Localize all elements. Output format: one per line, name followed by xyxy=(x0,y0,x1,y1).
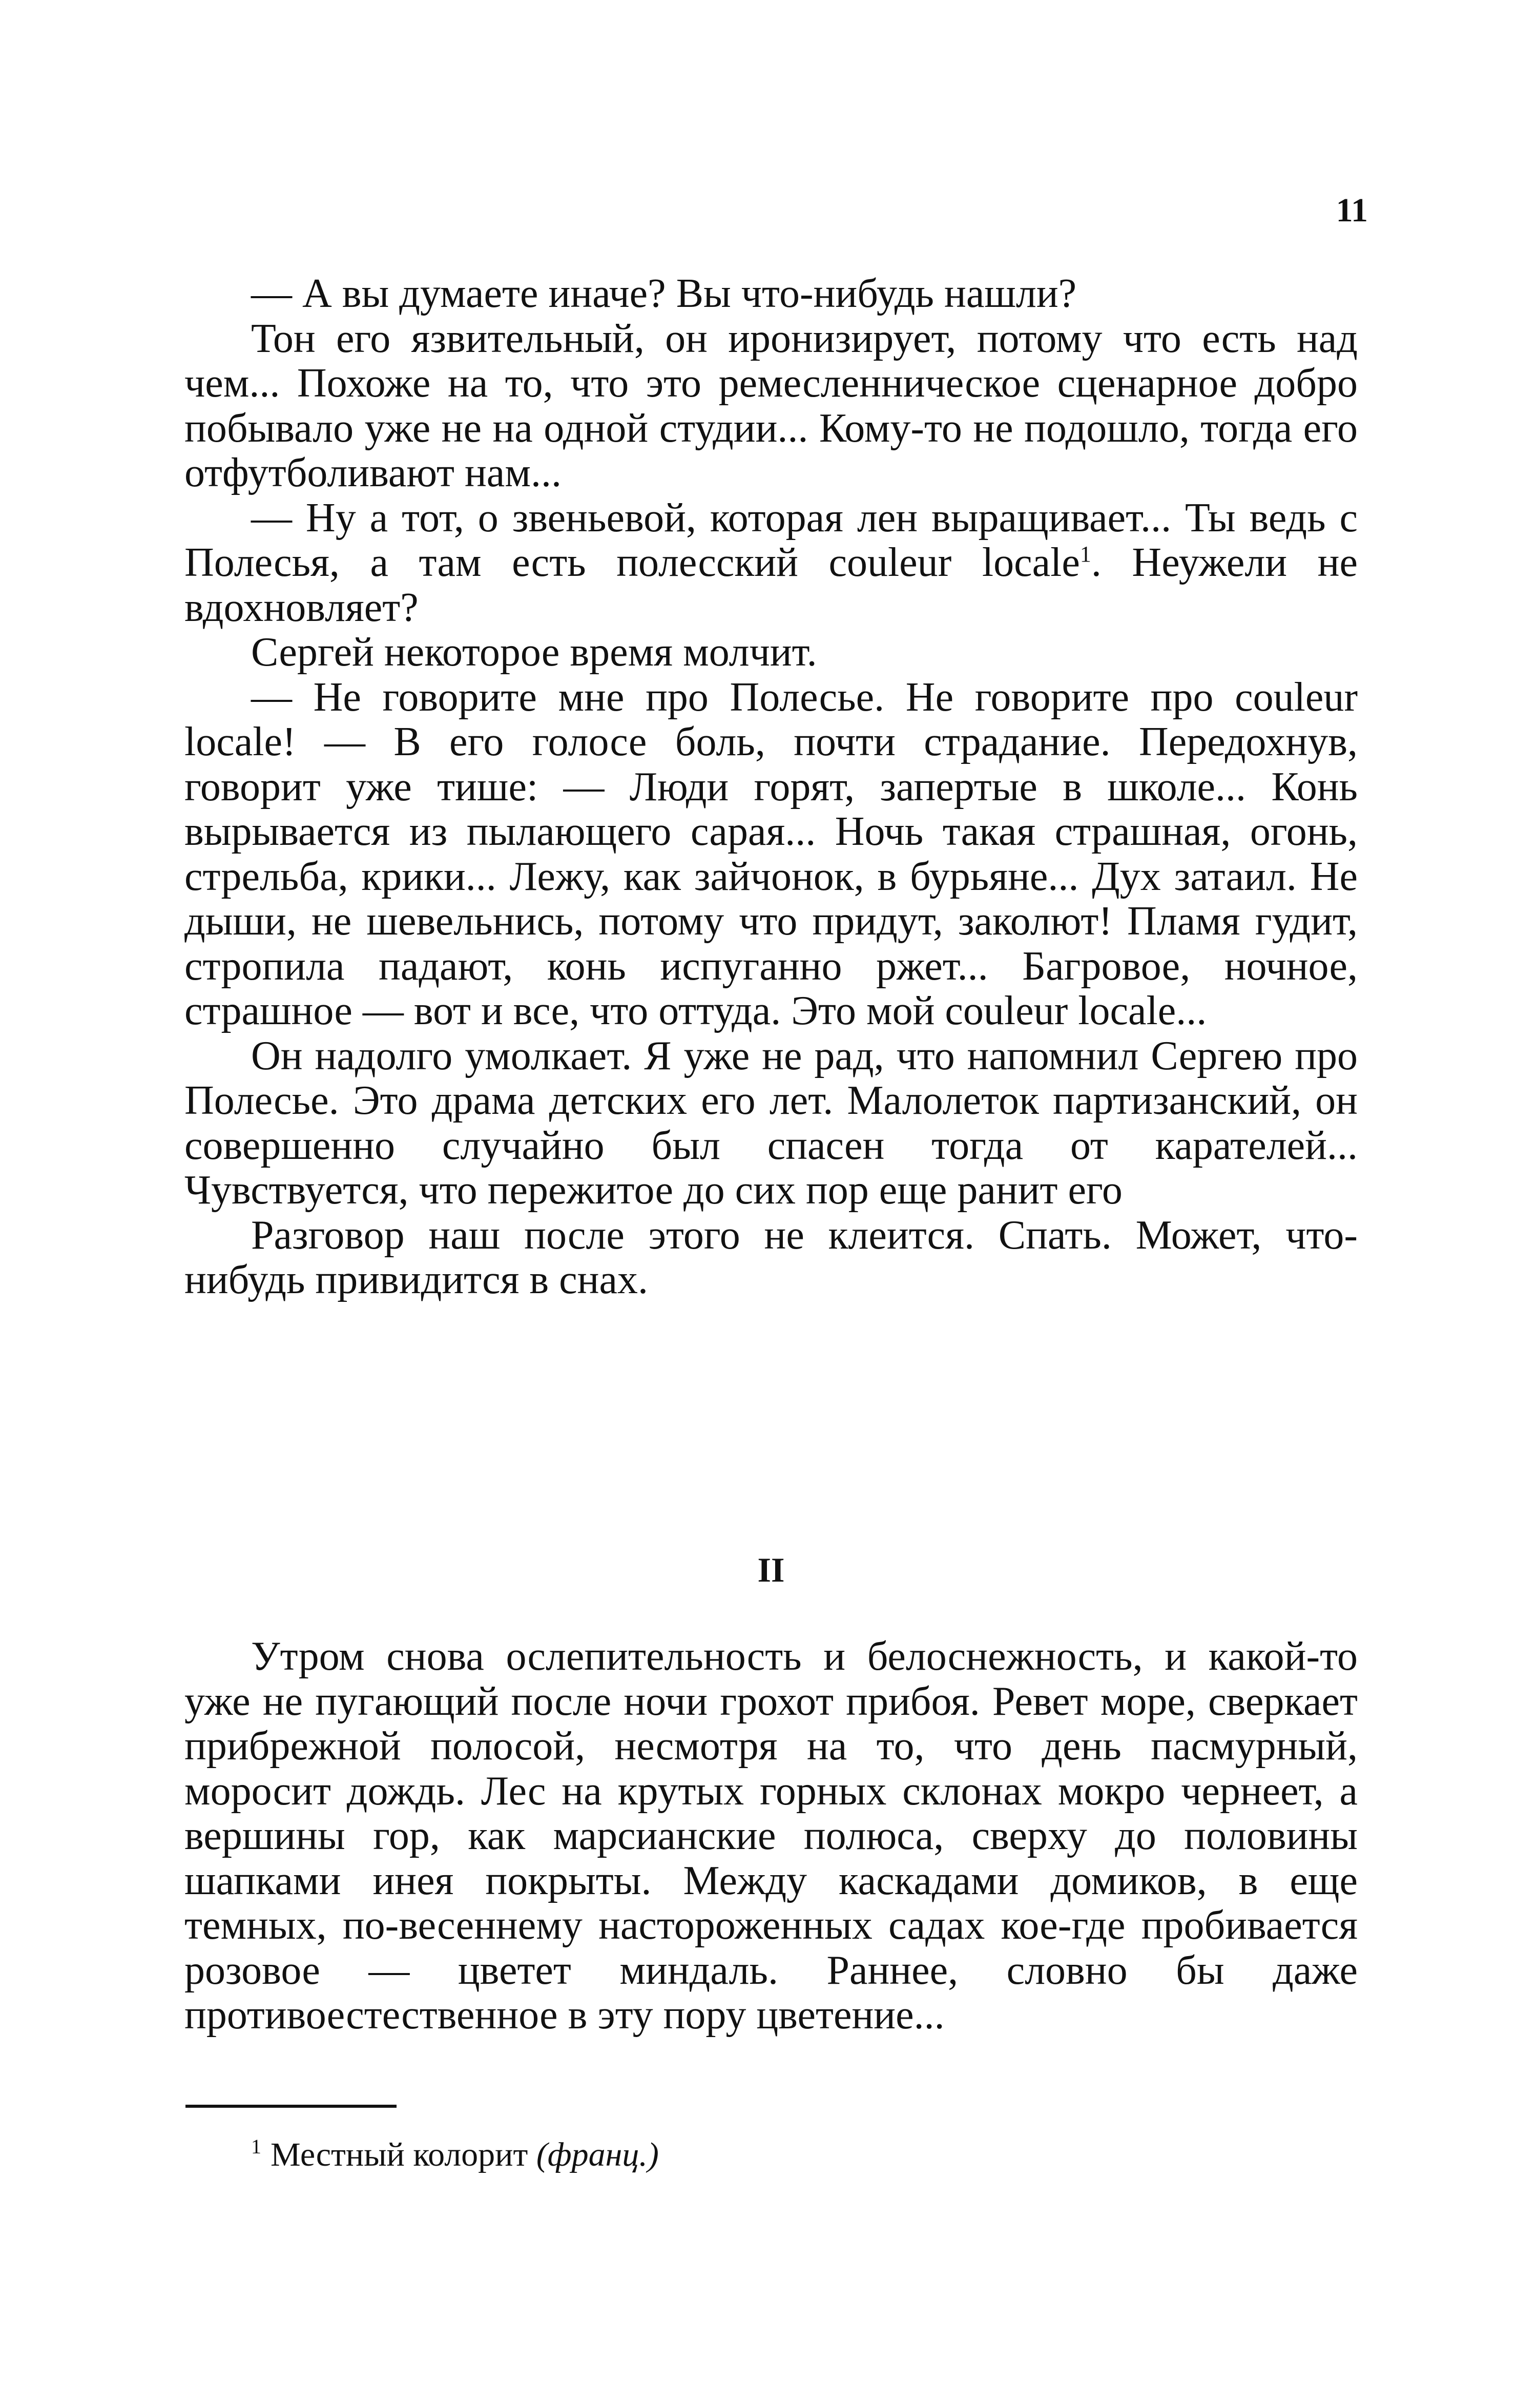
footnote-text: Местный колорит xyxy=(271,2136,528,2173)
footnote-reference-punctuation: . xyxy=(1091,540,1102,585)
footnote xyxy=(251,2126,1327,2175)
text-block-after-section xyxy=(184,1634,1358,2038)
paragraph: Он надолго умолкает. Я уже не рад, что напомнил Сергею про Полесье. Это драма детских его лет. Малолеток партизанский, он совершенно случайно был спасен тогда от карателей... Чувствуется, что пережитое до сих пор еще ранит его xyxy=(184,1033,1358,1213)
footnote-marker: 1 xyxy=(251,2135,261,2158)
paragraph-text: — Ну а тот, о звеньевой, которая лен выращивает... Ты ведь с Полесья, а там есть полесский couleur locale xyxy=(184,495,1358,585)
footnote-language-note: (франц.) xyxy=(536,2136,659,2173)
paragraph xyxy=(184,496,1358,631)
footnote-reference: 1 xyxy=(1079,542,1091,567)
paragraph: — Не говорите мне про Полесье. Не говорите про couleur locale! — В его голосе боль, почти страдание. Передохнув, говорит уже тише: — Люди горят, запертые в школе... Конь вырывается из пылающего сарая... Ночь такая страшная, огонь, стрельба, крики... Лежу, как зайчонок, в бурьяне... Дух затаил. Не дыши, не шевельнись, потому что придут, заколют! Пламя гудит, стропила падают, конь испуганно ржет... Багровое, ночное, страшное — вот и все, что оттуда. Это мой couleur locale... xyxy=(184,674,1358,1033)
footnote-separator xyxy=(185,2105,397,2108)
paragraph: Сергей некоторое время молчит. xyxy=(251,630,817,675)
paragraph: Разговор наш после этого не клеится. Спать. Может, что-нибудь привидится в снах. xyxy=(184,1212,1358,1302)
paragraph: — А вы думаете иначе? Вы что-нибудь нашли? xyxy=(251,271,1077,316)
section-heading: II xyxy=(757,1550,785,1589)
paragraph-text-continued: Неужели не вдохновляет? xyxy=(184,540,1358,630)
text-block-before-section xyxy=(184,272,1358,1303)
paragraph: Утром снова ослепительность и белоснежность, и какой-то уже не пугающий после ночи грохот прибоя. Ревет море, сверкает прибрежной полосой, несмотря на то, что день пасмурный, моросит дождь. Лес на крутых горных склонах мокро чернеет, а вершины гор, как марсианские полюса, сверху до половины шапками инея покрыты. Между каскадами домиков, в еще темных, по-весеннему настороженных садах кое-где пробивается розовое — цветет миндаль. Раннее, словно бы даже противоестественное в эту пору цветение... xyxy=(184,1634,1358,2038)
page-number: 11 xyxy=(1336,192,1368,229)
paragraph: Тон его язвительный, он иронизирует, потому что есть над чем... Похоже на то, что это ремесленническое сценарное добро побывало уже не на одной студии... Кому-то не подошло, тогда его отфутболивают нам... xyxy=(184,316,1358,495)
